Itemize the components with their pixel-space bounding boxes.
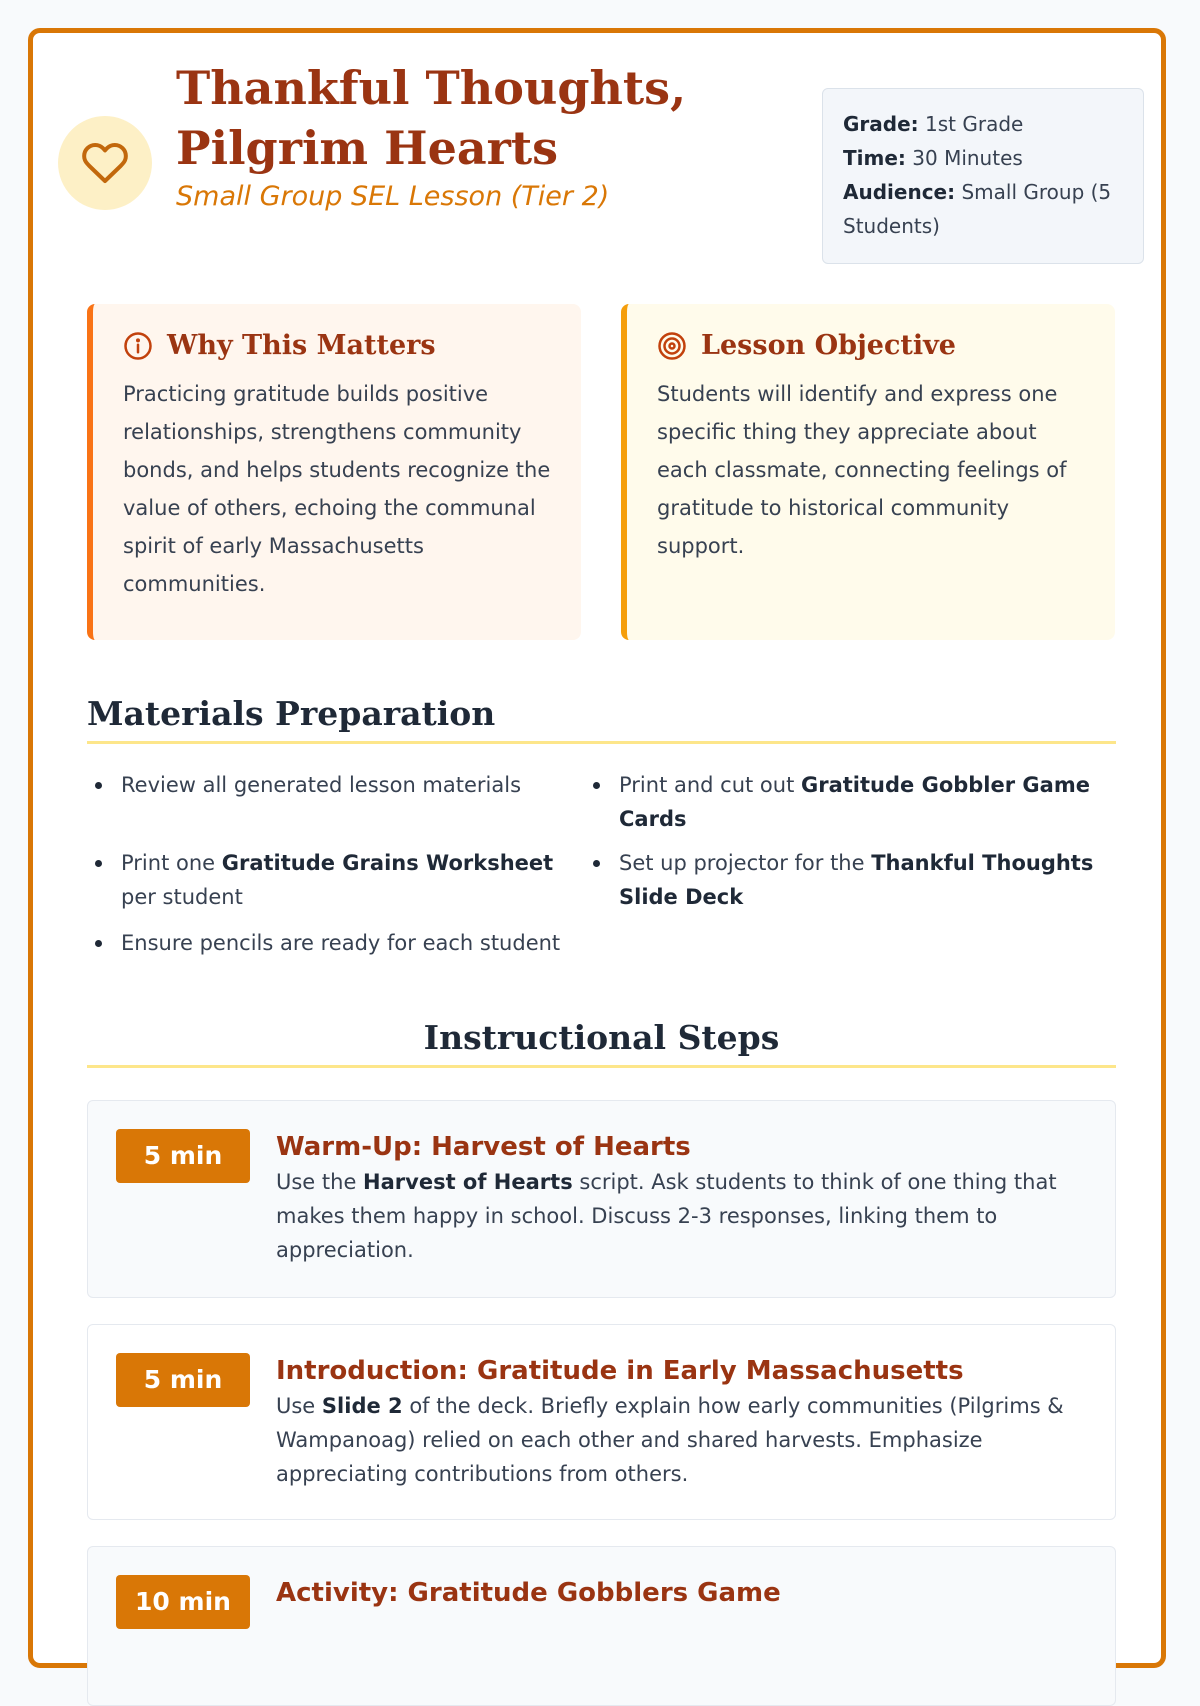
- objective-heading: [657, 330, 1087, 361]
- material-name: Gratitude Gobbler Game Cards: [619, 773, 1090, 831]
- step-resource: Harvest of Hearts: [363, 1170, 573, 1194]
- audience-row: [843, 175, 1123, 243]
- why-heading: [123, 330, 553, 361]
- step-title: Introduction: Gratitude in Early Massachusetts: [276, 1356, 964, 1386]
- list-item: [585, 846, 1105, 914]
- objective-text: Students will identify and express one specific thing they appreciate about each classmate, connecting feelings of gratitude to historical community support.: [657, 382, 1067, 558]
- material-text: per student: [121, 885, 243, 909]
- list-item: [87, 926, 577, 960]
- page-title: Thankful Thoughts, Pilgrim Hearts: [176, 61, 687, 175]
- lesson-header: [58, 58, 1112, 238]
- page-subtitle: Small Group SEL Lesson (Tier 2): [176, 181, 610, 212]
- step-title: Warm-Up: Harvest of Hearts: [276, 1132, 691, 1162]
- step-card: [87, 1324, 1116, 1520]
- heart-icon: [81, 139, 129, 187]
- time-badge: 5 min: [116, 1353, 250, 1407]
- step-card: [87, 1546, 1116, 1706]
- material-name: Gratitude Grains Worksheet: [221, 851, 554, 875]
- grade-label: Grade:: [843, 112, 919, 136]
- target-icon: [657, 331, 687, 361]
- grade-value: 1st Grade: [925, 112, 1024, 136]
- materials-title: Materials Preparation: [87, 694, 1116, 744]
- list-item: [87, 768, 577, 802]
- step-title: Activity: Gratitude Gobblers Game: [276, 1578, 781, 1608]
- materials-list: [87, 768, 1116, 968]
- step-card: [87, 1100, 1116, 1298]
- audience-label: Audience:: [843, 180, 956, 204]
- material-name: Thankful Thoughts Slide Deck: [619, 851, 1094, 909]
- time-badge: 10 min: [116, 1575, 250, 1629]
- lesson-meta-box: [822, 88, 1144, 264]
- material-text: Print and cut out: [619, 773, 801, 797]
- material-text: Set up projector for the: [619, 851, 872, 875]
- time-label: Time:: [843, 146, 906, 170]
- grade-row: [843, 107, 1123, 141]
- why-title: Why This Matters: [167, 330, 436, 361]
- step-text: of the deck. Briefly explain how early communities (Pilgrims & Wampanoag) relied on each other and shared harvests. Emphasize appreciating contributions from others.: [276, 1394, 1064, 1486]
- list-item: [585, 768, 1105, 836]
- material-text: Ensure pencils are ready for each student: [121, 931, 561, 955]
- step-text: script. Ask students to think of one thing that makes them happy in school. Discuss 2-3 responses, linking them to appreciation.: [276, 1170, 1057, 1262]
- objective-title: Lesson Objective: [701, 330, 956, 361]
- step-description: [276, 1165, 1076, 1267]
- steps-title: Instructional Steps: [87, 1018, 1116, 1068]
- heart-badge: [58, 116, 152, 210]
- time-row: [843, 141, 1123, 175]
- material-text: Review all generated lesson materials: [121, 773, 522, 797]
- list-item: [87, 846, 577, 914]
- time-value: 30 Minutes: [912, 146, 1023, 170]
- step-resource: Slide 2: [321, 1394, 403, 1418]
- step-description: [276, 1389, 1076, 1491]
- info-icon: [123, 331, 153, 361]
- step-text: Use: [276, 1394, 322, 1418]
- time-badge: 5 min: [116, 1129, 250, 1183]
- material-text: Print one: [121, 851, 222, 875]
- why-this-matters-box: [87, 304, 581, 640]
- step-text: Use the: [276, 1170, 364, 1194]
- audience-value: Small Group (5 Students): [843, 180, 1112, 238]
- lesson-objective-box: [621, 304, 1115, 640]
- why-text: Practicing gratitude builds positive relationships, strengthens community bonds, and helps students recognize the value of others, echoing the communal spirit of early Massachusetts communities.: [123, 382, 551, 596]
